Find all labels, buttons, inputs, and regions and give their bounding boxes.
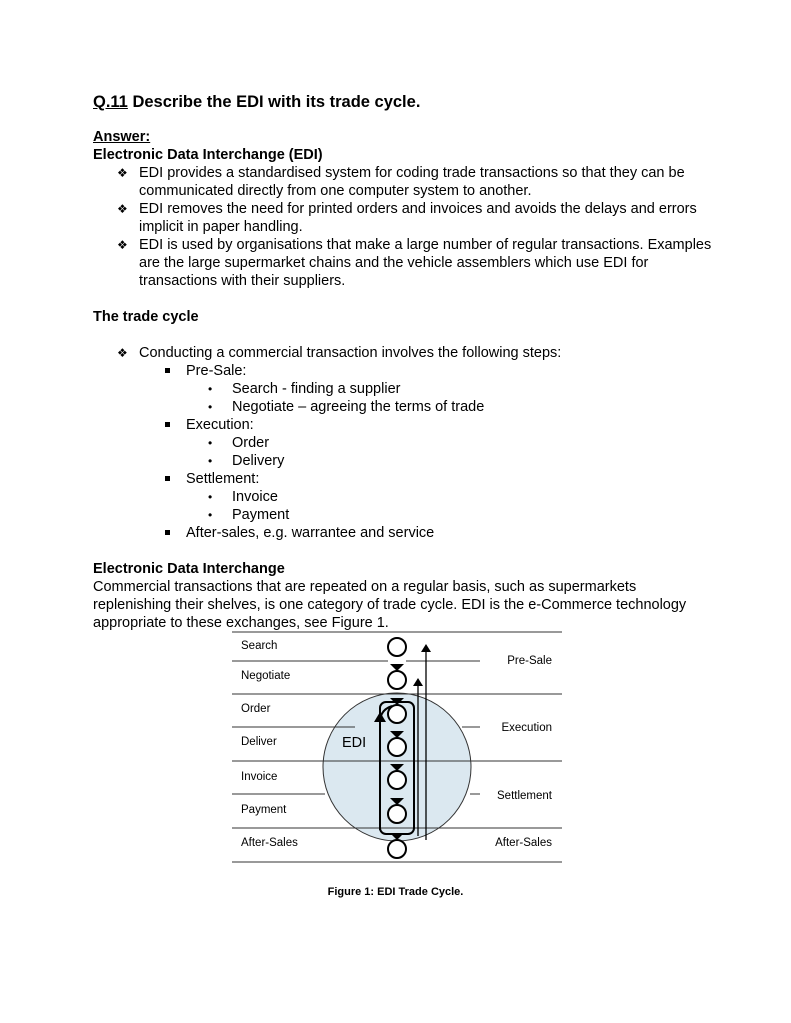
execution-item-order: • Order	[232, 434, 713, 452]
figure-caption: Figure 1: EDI Trade Cycle.	[327, 886, 464, 898]
question-title	[93, 92, 713, 112]
question-text: Describe the EDI with its trade cycle.	[132, 93, 421, 111]
trade-step-list	[139, 362, 713, 542]
flow-node	[388, 638, 406, 656]
step-settlement-label: Settlement:	[186, 471, 260, 487]
flow-node	[388, 771, 406, 789]
label-invoice: Invoice	[241, 771, 278, 783]
return-arrow-outer	[421, 644, 431, 652]
presale-item-search: • Search - finding a supplier	[232, 380, 713, 398]
settlement-item-payment: • Payment	[232, 506, 713, 524]
document-page	[93, 92, 713, 632]
trade-cycle-intro	[139, 344, 713, 542]
edi-bullet-2: ❖ EDI removes the need for printed orders and invoices and avoids the delays and errors implicit in paper handling.	[139, 200, 713, 236]
step-presale-label: Pre-Sale:	[186, 363, 247, 379]
trade-cycle-heading: The trade cycle	[93, 309, 199, 325]
label-negotiate: Negotiate	[241, 670, 291, 682]
left-labels	[241, 640, 298, 849]
step-presale	[186, 362, 713, 416]
edi-bullet-3: ❖ EDI is used by organisations that make a large number of regular transactions. Examples are the large supermarket chains and the vehicle assemblers which use EDI for transactions with their suppliers.	[139, 236, 713, 290]
edi-trade-cycle-figure	[230, 630, 565, 865]
settlement-items	[186, 488, 713, 524]
edi-section-paragraph: Commercial transactions that are repeated on a regular basis, such as supermarkets replenishing their shelves, is one category of trade cycle. EDI is the e-Commerce technology appropriate to these exchanges, see Figure 1.	[93, 579, 687, 631]
flow-node	[388, 840, 406, 858]
step-aftersales: After-sales, e.g. warrantee and service	[186, 524, 713, 542]
trade-cycle-list	[93, 344, 713, 542]
label-aftersales-left: After-Sales	[241, 837, 298, 849]
trade-cycle-intro-text: Conducting a commercial transaction involves the following steps:	[139, 345, 562, 361]
step-execution-label: Execution:	[186, 417, 254, 433]
edi-heading: Electronic Data Interchange (EDI)	[93, 147, 323, 163]
step-settlement	[186, 470, 713, 524]
execution-item-delivery: • Delivery	[232, 452, 713, 470]
answer-label: Answer:	[93, 129, 151, 145]
execution-items	[186, 434, 713, 470]
label-edi: EDI	[342, 735, 367, 751]
return-arrow-inner	[413, 678, 423, 686]
label-order: Order	[241, 703, 271, 715]
edi-section-heading: Electronic Data Interchange	[93, 561, 285, 577]
edi-bullet-1: ❖ EDI provides a standardised system for coding trade transactions so that they can be communicated directly from one computer system to another.	[139, 164, 713, 200]
flow-node	[388, 705, 406, 723]
presale-item-negotiate: • Negotiate – agreeing the terms of trade	[232, 398, 713, 416]
step-execution	[186, 416, 713, 470]
edi-bullet-list	[93, 164, 713, 290]
flow-node	[388, 805, 406, 823]
question-number: Q.11	[93, 93, 128, 111]
right-labels	[495, 655, 553, 849]
settlement-item-invoice: • Invoice	[232, 488, 713, 506]
flow-arrow	[390, 664, 404, 671]
figure-svg	[230, 630, 565, 865]
presale-items	[186, 380, 713, 416]
label-aftersales-right: After-Sales	[495, 837, 552, 849]
label-payment: Payment	[241, 804, 287, 816]
flow-node	[388, 738, 406, 756]
label-presale: Pre-Sale	[507, 655, 552, 667]
flow-node	[388, 671, 406, 689]
label-settlement: Settlement	[497, 790, 552, 802]
label-deliver: Deliver	[241, 736, 277, 748]
label-search: Search	[241, 640, 278, 652]
label-execution: Execution	[501, 722, 552, 734]
